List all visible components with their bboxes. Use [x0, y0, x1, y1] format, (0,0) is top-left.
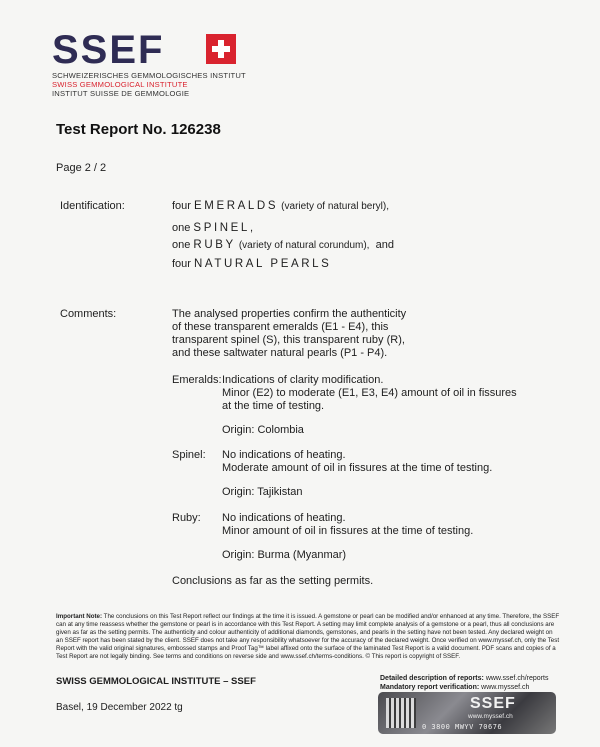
detailed-label: Detailed description of reports: — [380, 675, 484, 682]
finding-line: Indications of clarity modification. — [222, 374, 384, 386]
item-suffix: and — [375, 239, 394, 251]
proof-tag-label — [378, 692, 556, 734]
item-name: SPINEL — [193, 222, 250, 234]
important-note-text: The conclusions on this Test Report reflect our findings at the time it is issued. A gemstone or pearl can be modified and/or enhanced at any time. Therefore, the SSEF can at any time reassess whether the gemstone or pearl is in accordance with this Test Report. A setting may limit complete analysis of a gemstone or a pearl, thus all conclusions are given as far as the setting permits. The authenticity and colour authenticity of additional diamonds, gemstones, and pearls in the setting have not been tested. Any declared weight on an SSEF report has been stated by the client. SSEF does not take any responsibility whatsoever for the accuracy of the declared weight. Once verified on www.myssef.ch, only the Test Report with the valid original signatures, embossed stamps and Proof Tag™ label affixed onto the surface of the laminated Test Report is a valid document. PDF scans and copies of a Test Report are not legally binding. See terms and conditions on reverse side and www.ssef.ch/terms-conditions. © This report is copyright of SSEF. — [56, 613, 560, 660]
page-number: Page 2 / 2 — [56, 162, 107, 174]
badge-logo: SSEF — [470, 695, 516, 712]
finding-line: Minor amount of oil in fissures at the time of testing. — [222, 525, 474, 537]
important-note-heading: Important Note: — [56, 613, 103, 620]
item-name: NATURAL PEARLS — [194, 258, 332, 270]
identification-line — [172, 200, 389, 212]
identification-label: Identification: — [60, 200, 125, 212]
comments-intro-line: and these saltwater natural pearls (P1 - P4). — [172, 347, 388, 359]
comments-intro-line: of these transparent emeralds (E1 - E4), this — [172, 321, 389, 333]
spinel-label: Spinel: — [172, 449, 206, 461]
mandatory-url-link[interactable]: www.myssef.ch — [481, 684, 530, 691]
comments-intro-line: The analysed properties confirm the authenticity — [172, 308, 407, 320]
report-date: Basel, 19 December 2022 tg — [56, 702, 183, 713]
conclusion-text: Conclusions as far as the setting permits. — [172, 575, 374, 587]
qr-code-icon — [386, 698, 416, 728]
comments-intro-line: transparent spinel (S), this transparent ruby (R), — [172, 334, 405, 346]
emeralds-findings — [222, 374, 517, 413]
finding-line: Minor (E2) to moderate (E1, E3, E4) amount of oil in fissures — [222, 387, 517, 399]
ssef-logo: SSEF — [52, 28, 165, 72]
finding-line: Moderate amount of oil in fissures at the time of testing. — [222, 462, 493, 474]
badge-code: 0 3800 MWYV 70676 — [422, 723, 503, 731]
identification-line — [172, 258, 331, 270]
institute-name-french: INSTITUT SUISSE DE GEMMOLOGIE — [52, 89, 190, 98]
institute-name-english: SWISS GEMMOLOGICAL INSTITUTE — [52, 80, 188, 89]
mandatory-label: Mandatory report verification: — [380, 684, 480, 691]
comments-intro — [172, 308, 406, 360]
item-detail: (variety of natural beryl), — [281, 201, 389, 212]
comments-label: Comments: — [60, 308, 117, 320]
important-note — [56, 613, 561, 661]
item-count: four — [172, 200, 191, 212]
finding-line: at the time of testing. — [222, 400, 325, 412]
emeralds-label: Emeralds: — [172, 374, 222, 386]
finding-line: No indications of heating. — [222, 512, 346, 524]
item-detail: (variety of natural corundum), — [238, 240, 370, 251]
institute-name-german: SCHWEIZERISCHES GEMMOLOGISCHES INSTITUT — [52, 71, 246, 80]
item-count: one — [172, 222, 191, 234]
item-name: EMERALDS — [194, 200, 279, 212]
identification-line — [172, 239, 394, 251]
identification-line — [172, 222, 253, 234]
emeralds-origin: Origin: Colombia — [222, 424, 304, 436]
ruby-label: Ruby: — [172, 512, 201, 524]
report-title: Test Report No. 126238 — [56, 121, 221, 138]
mandatory-verification — [380, 684, 529, 691]
item-detail: , — [249, 222, 253, 234]
spinel-findings — [222, 449, 492, 475]
detailed-description — [380, 675, 548, 682]
badge-url: www.myssef.ch — [468, 713, 513, 720]
detailed-url-link[interactable]: www.ssef.ch/reports — [485, 675, 549, 682]
footer-institute: SWISS GEMMOLOGICAL INSTITUTE – SSEF — [56, 676, 256, 687]
ruby-findings — [222, 512, 473, 538]
swiss-cross-icon — [206, 34, 236, 64]
item-count: one — [172, 239, 191, 251]
item-count: four — [172, 258, 191, 270]
item-name: RUBY — [193, 239, 236, 251]
ruby-origin: Origin: Burma (Myanmar) — [222, 549, 347, 561]
finding-line: No indications of heating. — [222, 449, 346, 461]
spinel-origin: Origin: Tajikistan — [222, 486, 303, 498]
